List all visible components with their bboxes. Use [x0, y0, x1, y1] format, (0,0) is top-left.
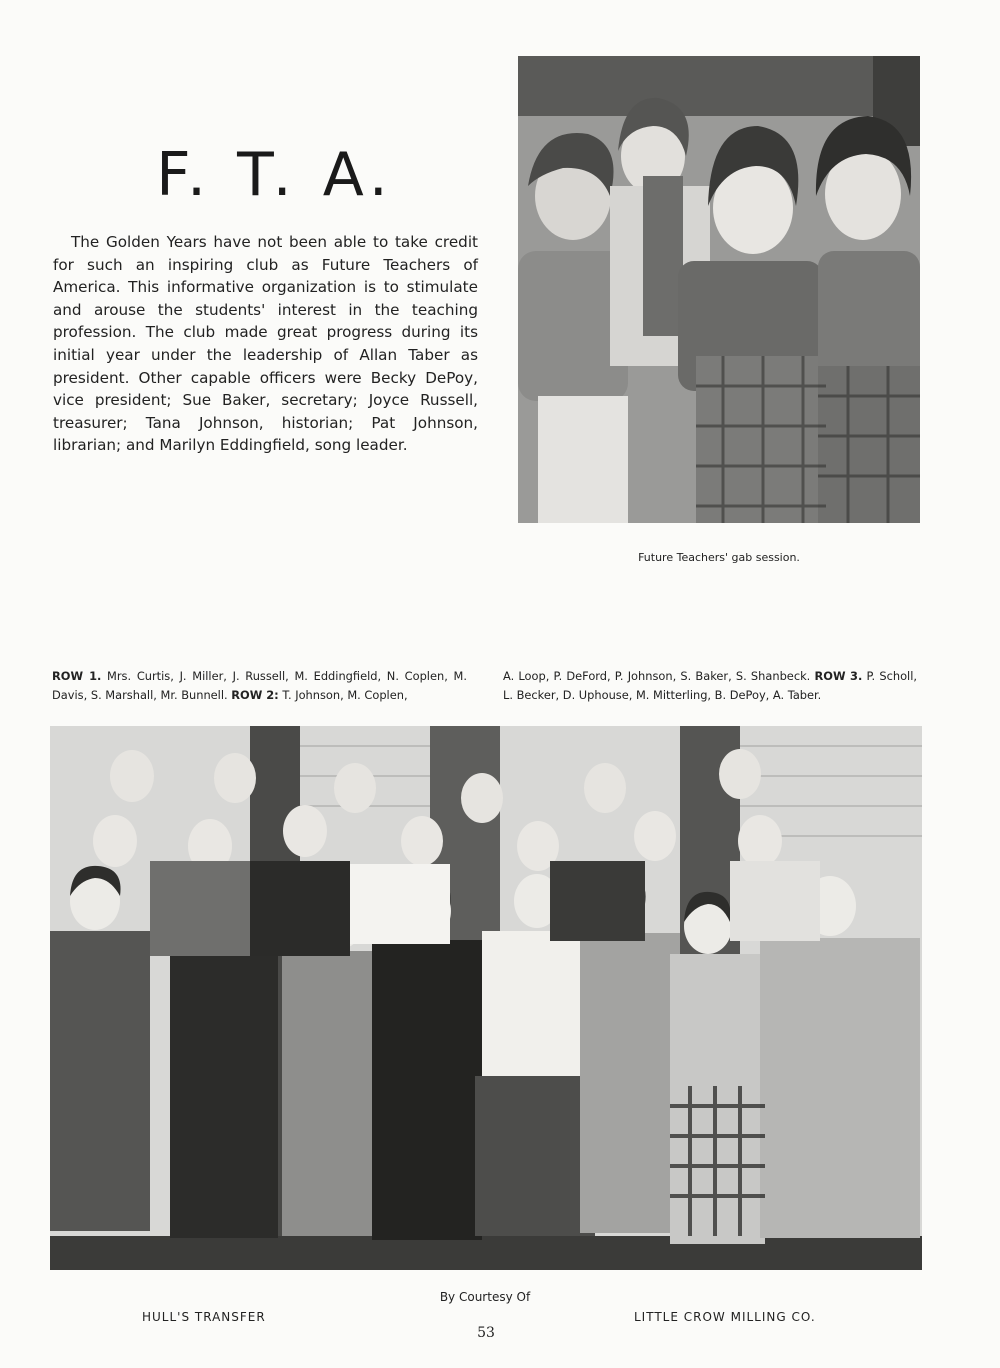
- row-1-label: ROW 1.: [52, 669, 102, 683]
- gab-session-photo: [518, 56, 920, 523]
- page-title: F. T. A.: [156, 140, 394, 210]
- row-3-names: P. Scholl, L. Becker, D. Uphouse, M. Mitterling, B. DePoy, A. Taber.: [503, 669, 917, 702]
- row-2-names-part2: A. Loop, P. DeFord, P. Johnson, S. Baker, S. Shanbeck.: [503, 669, 811, 683]
- group-photo: [50, 726, 922, 1270]
- row-2-names-part1: T. Johnson, M. Coplen,: [282, 687, 408, 702]
- photo-caption: Future Teachers' gab session.: [638, 551, 800, 564]
- roster-left-column: [52, 667, 467, 704]
- courtesy-line: By Courtesy Of: [439, 1290, 531, 1304]
- page-number: 53: [477, 1325, 495, 1341]
- sponsor-right: LITTLE CROW MILLING CO.: [634, 1310, 816, 1324]
- row-3-label: ROW 3.: [814, 669, 863, 683]
- intro-paragraph: The Golden Years have not been able to take credit for such an inspiring club as Future Teachers of America. This informative organization is to stimulate and arouse the students' interest in the teaching profession. The club made great progress during its initial year under the leadership of Allan Taber as president. Other capable officers were Becky DePoy, vice president; Sue Baker, secretary; Joyce Russell, treasurer; Tana Johnson, historian; Pat Johnson, librarian; and Marilyn Eddingfield, song leader.: [53, 233, 478, 455]
- row-1-names: Mrs. Curtis, J. Miller, J. Russell, M. Eddingfield, N. Coplen, M. Davis, S. Marshall, Mr. Bunnell.: [52, 669, 467, 702]
- row-2-label: ROW 2:: [231, 687, 279, 702]
- sponsor-left: HULL'S TRANSFER: [142, 1310, 266, 1324]
- roster-right-column: [503, 667, 917, 704]
